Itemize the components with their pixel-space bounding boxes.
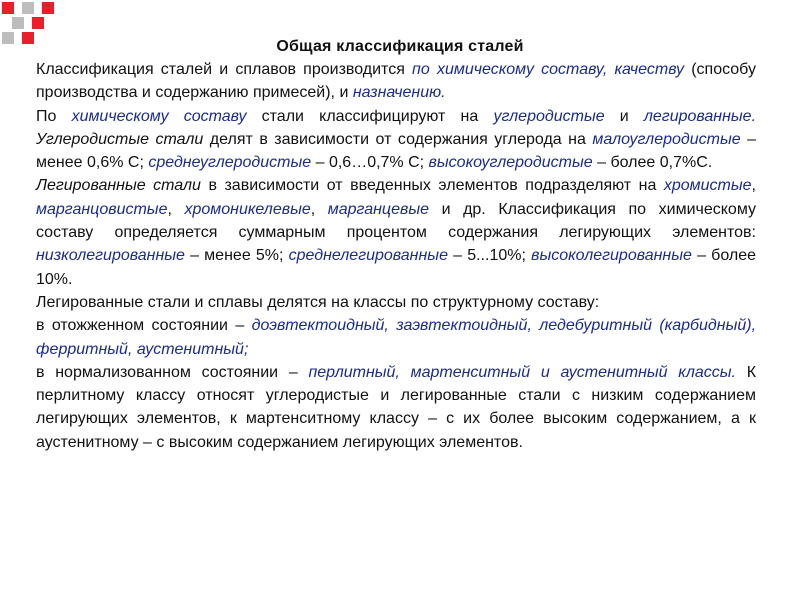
text-run: ,	[751, 177, 756, 195]
highlighted-term: доэвтектоидный, заэвтектоидный, ледебуритный (карбидный), ферритный, аустенитный;	[36, 317, 757, 358]
text-run: стали классифицируют на	[246, 107, 494, 125]
text-run: (способу производства и содержанию примесей), и	[36, 61, 756, 102]
text-run: и др. Классификация по химическому составу определяется суммарным процентом содержания легирующих элементов:	[36, 200, 756, 242]
highlighted-term: по химическому составу, качеству	[412, 61, 685, 78]
paragraph-carbon-steels	[36, 128, 756, 175]
highlighted-term: высокоуглеродистые	[428, 154, 593, 172]
highlighted-term: марганцовистые	[36, 200, 168, 218]
highlighted-term: легированные.	[643, 107, 757, 125]
paragraph-chemical	[36, 105, 756, 128]
highlighted-term: назначению.	[352, 84, 446, 102]
text-run: – более 10%.	[36, 247, 756, 288]
highlighted-term: перлитный, мартенситный и аустенитный классы.	[308, 363, 736, 381]
text-run: и	[604, 107, 644, 125]
text-run: в отожженном состоянии –	[36, 317, 252, 335]
deco-square-red	[32, 17, 44, 29]
italic-term: Углеродистые стали	[36, 130, 204, 148]
highlighted-term: углеродистые	[493, 107, 605, 125]
text-run: – 0,6…0,7% С;	[311, 154, 429, 172]
deco-square-gray	[22, 2, 34, 14]
slide-body	[36, 58, 756, 454]
text-run: – более 0,7%С.	[592, 154, 713, 172]
highlighted-term: низколегированные	[36, 247, 185, 265]
text-run: По	[36, 107, 72, 125]
highlighted-term: хромистые	[663, 177, 752, 195]
highlighted-term: малоуглеродистые	[592, 130, 741, 148]
paragraph-alloy-steels	[36, 174, 756, 290]
highlighted-term: марганцевые	[327, 200, 429, 218]
text-run: ,	[167, 200, 185, 218]
deco-square-gray	[12, 17, 24, 29]
text-run: – менее 5%;	[184, 247, 289, 265]
highlighted-term: хромоникелевые	[184, 200, 311, 218]
deco-square-red	[42, 2, 54, 14]
text-run: в нормализованном состоянии –	[36, 363, 309, 381]
text-run: в зависимости от введенных элементов подразделяют на	[200, 177, 664, 195]
text-run: делят в зависимости от содержания углерода на	[203, 130, 593, 148]
deco-square-red	[2, 2, 14, 14]
highlighted-term: среднеуглеродистые	[148, 154, 312, 172]
slide-title: Общая классификация сталей	[276, 38, 524, 55]
text-run: – 5...10%;	[447, 247, 532, 265]
highlighted-term: высоколегированные	[531, 247, 692, 265]
paragraph-annealed	[36, 314, 756, 361]
highlighted-term: химическому составу	[71, 107, 247, 125]
text-run: К перлитному классу относят углеродистые и легированные стали с низким содержанием легирующих элементов, к мартенситному классу – с их более высоким содержанием, а к аустенитному – с высоким содержанием легирующих элементов.	[36, 363, 757, 451]
paragraph-normalized	[36, 361, 756, 454]
text-run: – менее 0,6% С;	[36, 130, 757, 172]
text-run: Классификация сталей и сплавов производится	[36, 61, 413, 78]
text-run: ,	[310, 200, 328, 218]
text-run: Легированные стали и сплавы делятся на классы по структурному составу:	[36, 293, 600, 311]
paragraph-intro	[36, 58, 756, 105]
paragraph-structural-classes	[36, 291, 756, 314]
italic-term: Легированные стали	[36, 177, 201, 195]
highlighted-term: среднелегированные	[288, 247, 448, 265]
